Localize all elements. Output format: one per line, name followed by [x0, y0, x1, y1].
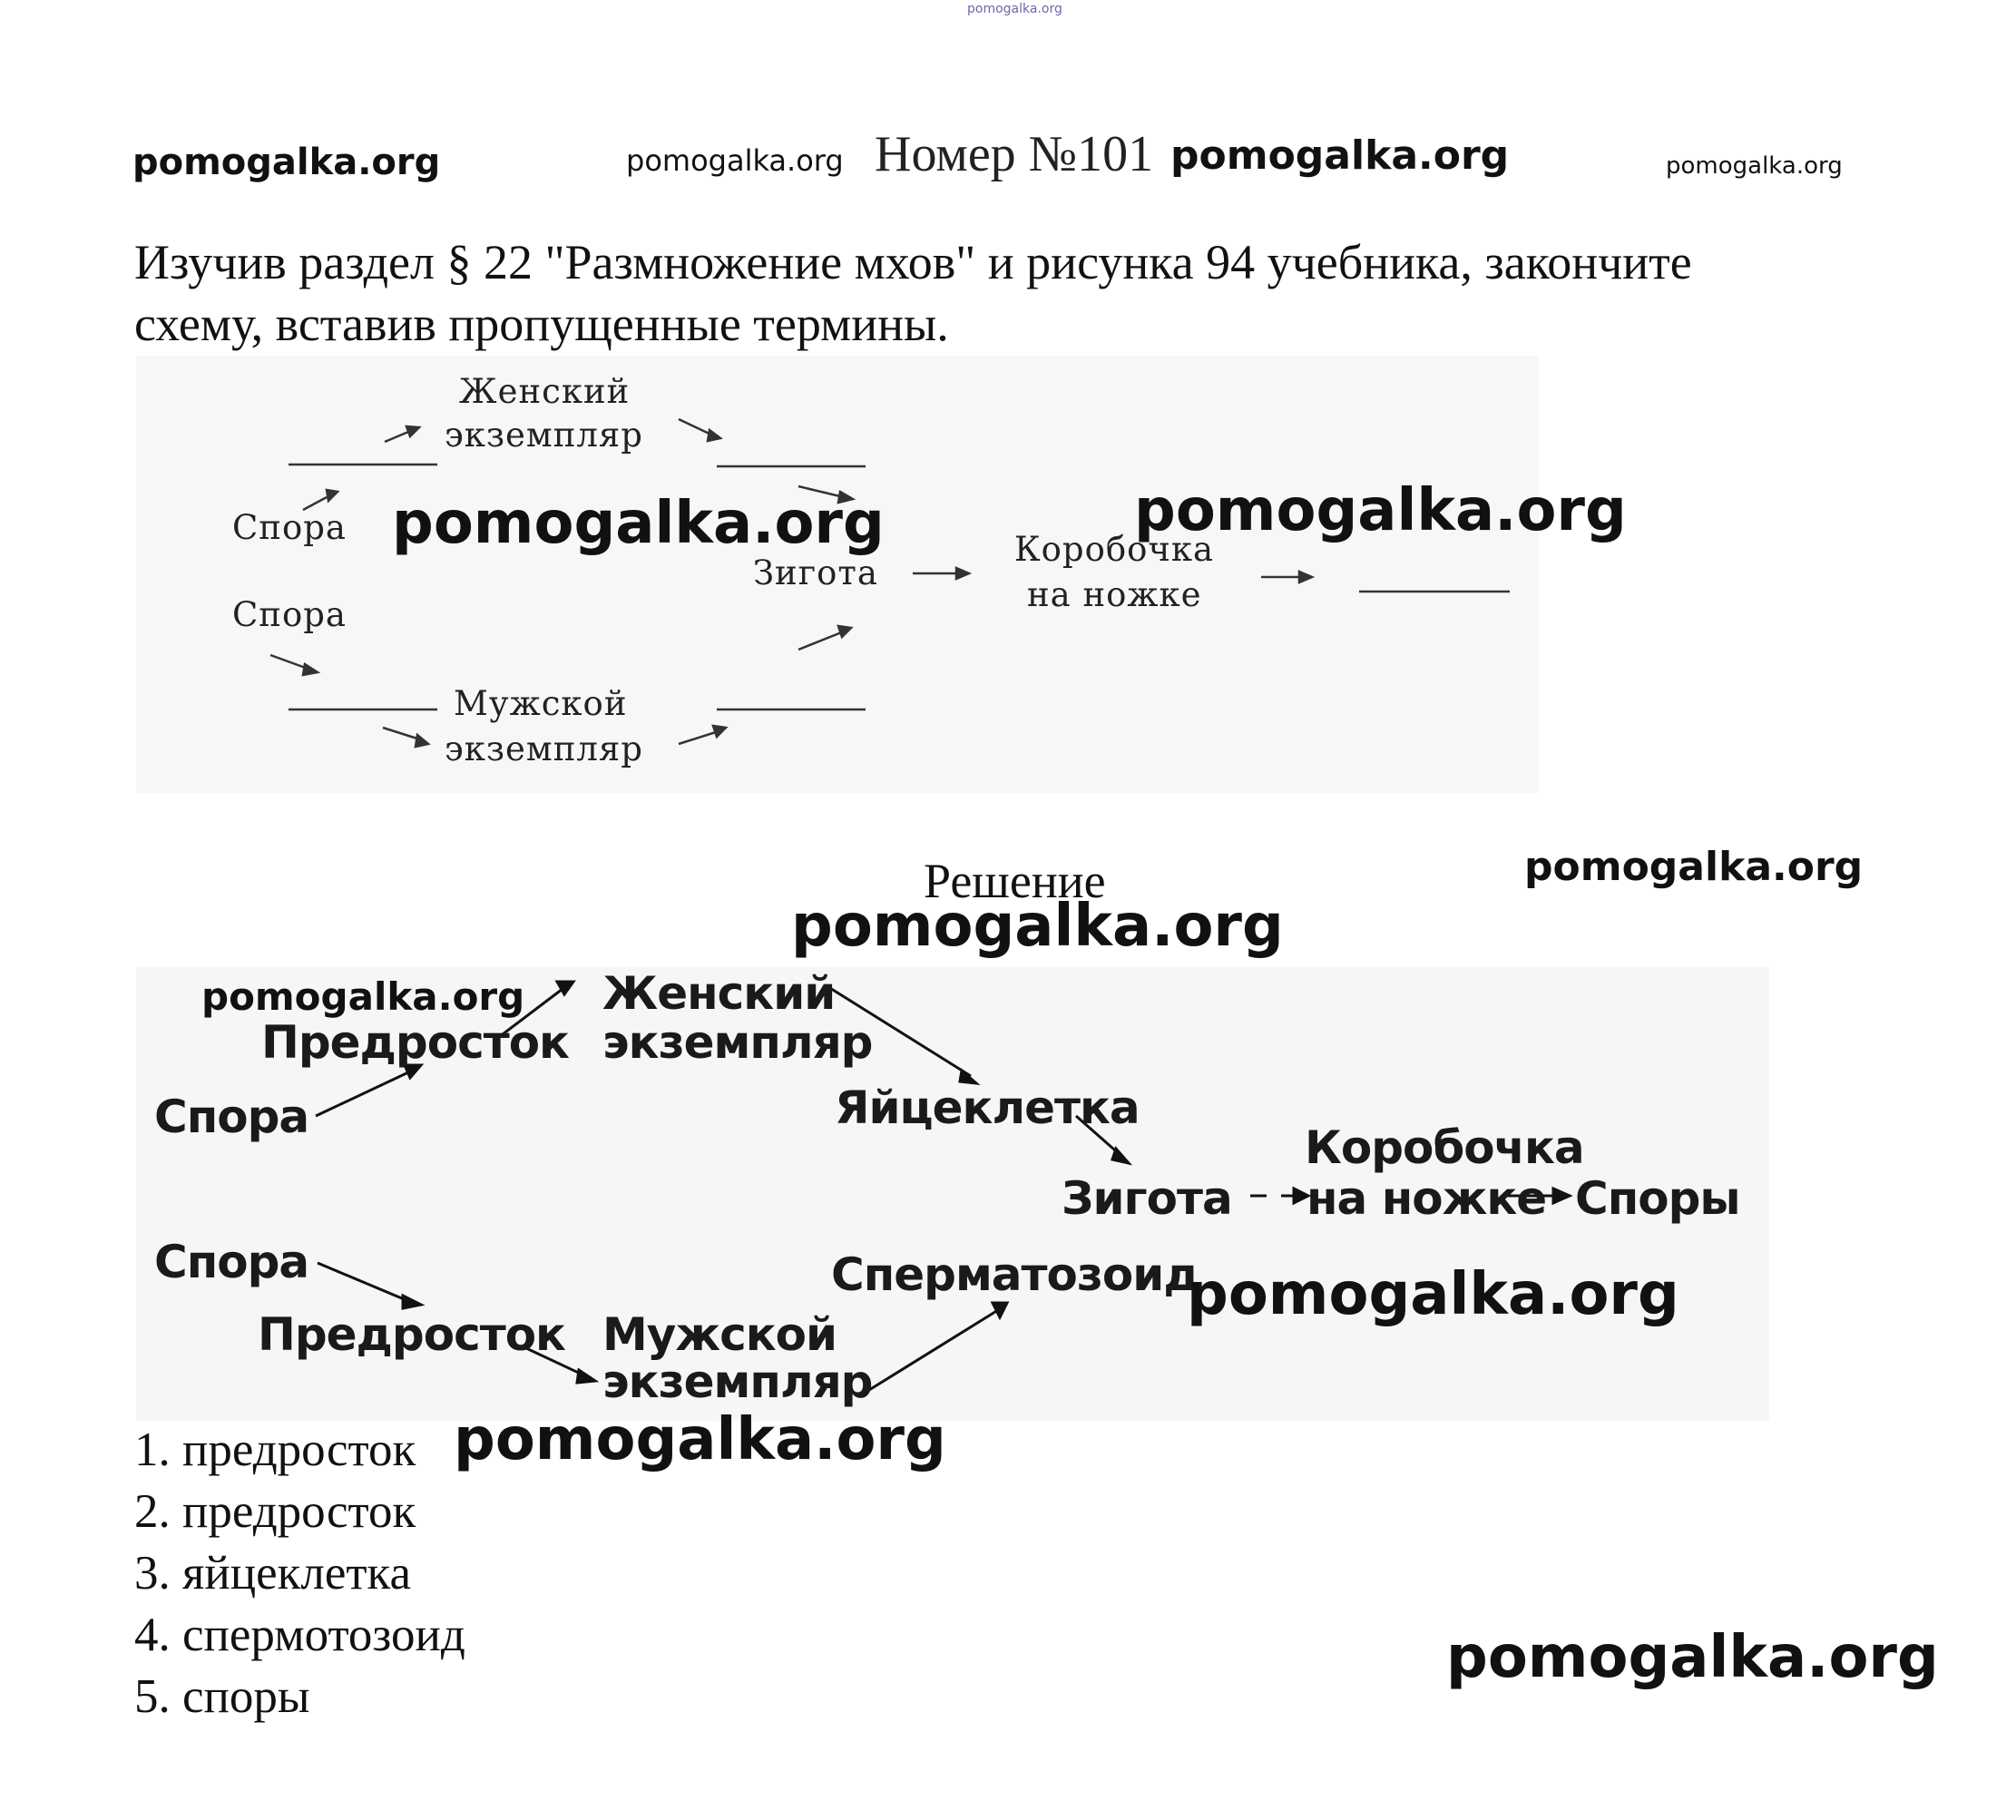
scheme-capsule-line1: Коробочка: [1014, 530, 1215, 569]
solution-title: Решение: [924, 854, 1106, 908]
answer-item: 1. предросток: [134, 1424, 416, 1476]
watermark-scheme-right: pomogalka.org: [1134, 477, 1627, 544]
solution-spore-bottom: Спора: [154, 1236, 309, 1288]
task-text-line2: схему, вставив пропущенные термины.: [134, 297, 949, 351]
answer-item: 2. предросток: [134, 1485, 416, 1538]
scheme-female-line1: Женский: [459, 372, 631, 411]
watermark-diagram-left: pomogalka.org: [201, 974, 525, 1019]
scheme-male-line1: Мужской: [454, 684, 628, 723]
solution-protonema-bottom: Предросток: [258, 1308, 565, 1361]
scheme-spore-bottom: Спора: [232, 595, 347, 634]
watermark-header-left: pomogalka.org: [132, 142, 441, 183]
solution-diagram: [136, 967, 1769, 1421]
solution-spore-top: Спора: [154, 1091, 309, 1143]
solution-female-line2: экземпляр: [602, 1016, 873, 1069]
solution-protonema-top: Предросток: [261, 1016, 569, 1069]
watermark-header-title: pomogalka.org: [1170, 132, 1510, 179]
scheme-female-line2: экземпляр: [445, 416, 643, 455]
solution-spores: Споры: [1575, 1172, 1740, 1225]
scheme-capsule-line2: на ножке: [1027, 575, 1202, 614]
solution-male-line2: экземпляр: [602, 1355, 873, 1408]
watermark-header-right: pomogalka.org: [1666, 152, 1843, 180]
watermark-diagram-right: pomogalka.org: [1187, 1261, 1679, 1328]
task-text-line1: Изучив раздел § 22 "Размножение мхов" и рисунка 94 учебника, закончите: [134, 235, 1692, 289]
watermark-header-center: pomogalka.org: [626, 143, 844, 178]
answer-item: 3. яйцеклетка: [134, 1547, 411, 1600]
watermark-scheme-left: pomogalka.org: [392, 490, 885, 557]
solution-female-line1: Женский: [602, 967, 836, 1020]
watermark-solution-center: pomogalka.org: [791, 893, 1284, 960]
solution-sperm: Сперматозоид: [831, 1248, 1199, 1301]
scheme-male-line2: экземпляр: [445, 729, 643, 768]
solution-male-line1: Мужской: [602, 1308, 837, 1361]
scheme-zygote: Зигота: [753, 553, 878, 592]
watermark-bottom-right: pomogalka.org: [1446, 1624, 1939, 1691]
watermark-solution-right: pomogalka.org: [1524, 844, 1864, 890]
watermark-top-tiny: pomogalka.org: [967, 2, 1062, 16]
scheme-figure: [136, 356, 1539, 793]
solution-capsule-line1: Коробочка: [1305, 1121, 1584, 1174]
watermark-list: pomogalka.org: [454, 1406, 946, 1473]
answer-item: 4. спермотозоид: [134, 1609, 465, 1661]
solution-egg: Яйцеклетка: [835, 1081, 1140, 1134]
solution-zygote: Зигота: [1062, 1172, 1232, 1225]
solution-capsule-line2: на ножке: [1306, 1172, 1547, 1225]
scheme-spore-top: Спора: [232, 508, 347, 547]
page-title: Номер №101: [875, 126, 1154, 182]
answer-item: 5. споры: [134, 1670, 310, 1723]
